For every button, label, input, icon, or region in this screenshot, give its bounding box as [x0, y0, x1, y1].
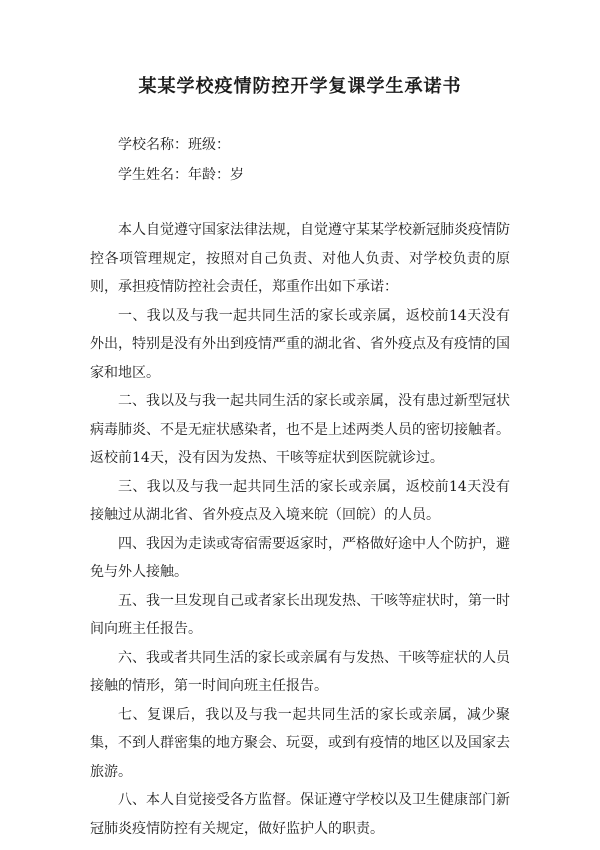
pledge-item-3: 三、我以及与我一起共同生活的家长或亲属，返校前14天没有接触过从湖北省、省外疫点及入境来皖（回皖）的人员。 [90, 478, 510, 523]
pledge-item-5: 五、我一旦发现自己或者家长出现发热、干咳等症状时，第一时间向班主任报告。 [90, 592, 510, 637]
pledge-item-8: 八、本人自觉接受各方监督。保证遵守学校以及卫生健康部门新冠肺炎疫情防控有关规定，做好监护人的职责。 [90, 792, 510, 837]
school-class-line: 学校名称：班级： [118, 137, 230, 153]
pledge-item-1: 一、我以及与我一起共同生活的家长或亲属，返校前14天没有外出，特别是没有外出到疫情严重的湖北省、省外疫点及有疫情的国家和地区。 [90, 307, 510, 381]
pledge-item-6: 六、我或者共同生活的家长或亲属有与发热、干咳等症状的人员接触的情形，第一时间向班主任报告。 [90, 649, 510, 694]
pledge-body [90, 216, 510, 843]
student-info [118, 130, 510, 190]
pledge-item-2: 二、我以及与我一起共同生活的家长或亲属，没有患过新型冠状病毒肺炎、不是无症状感染者，也不是上述两类人员的密切接触者。返校前14天，没有因为发热、干咳等症状到医院就诊过。 [90, 393, 510, 466]
page-title: 某某学校疫情防控开学复课学生承诺书 [138, 76, 462, 97]
student-name-age-line: 学生姓名：年龄：岁 [118, 167, 244, 183]
pledge-item-4: 四、我因为走读或寄宿需要返家时，严格做好途中人个防护，避免与外人接触。 [90, 535, 510, 580]
pledge-item-7: 七、复课后，我以及与我一起共同生活的家长或亲属，减少聚集，不到人群密集的地方聚会、玩耍，或到有疫情的地区以及国家去旅游。 [90, 706, 510, 780]
intro-paragraph: 本人自觉遵守国家法律法规，自觉遵守某某学校新冠肺炎疫情防控各项管理规定，按照对自己负责、对他人负责、对学校负责的原则，承担疫情防控社会责任，郑重作出如下承诺： [90, 222, 510, 295]
